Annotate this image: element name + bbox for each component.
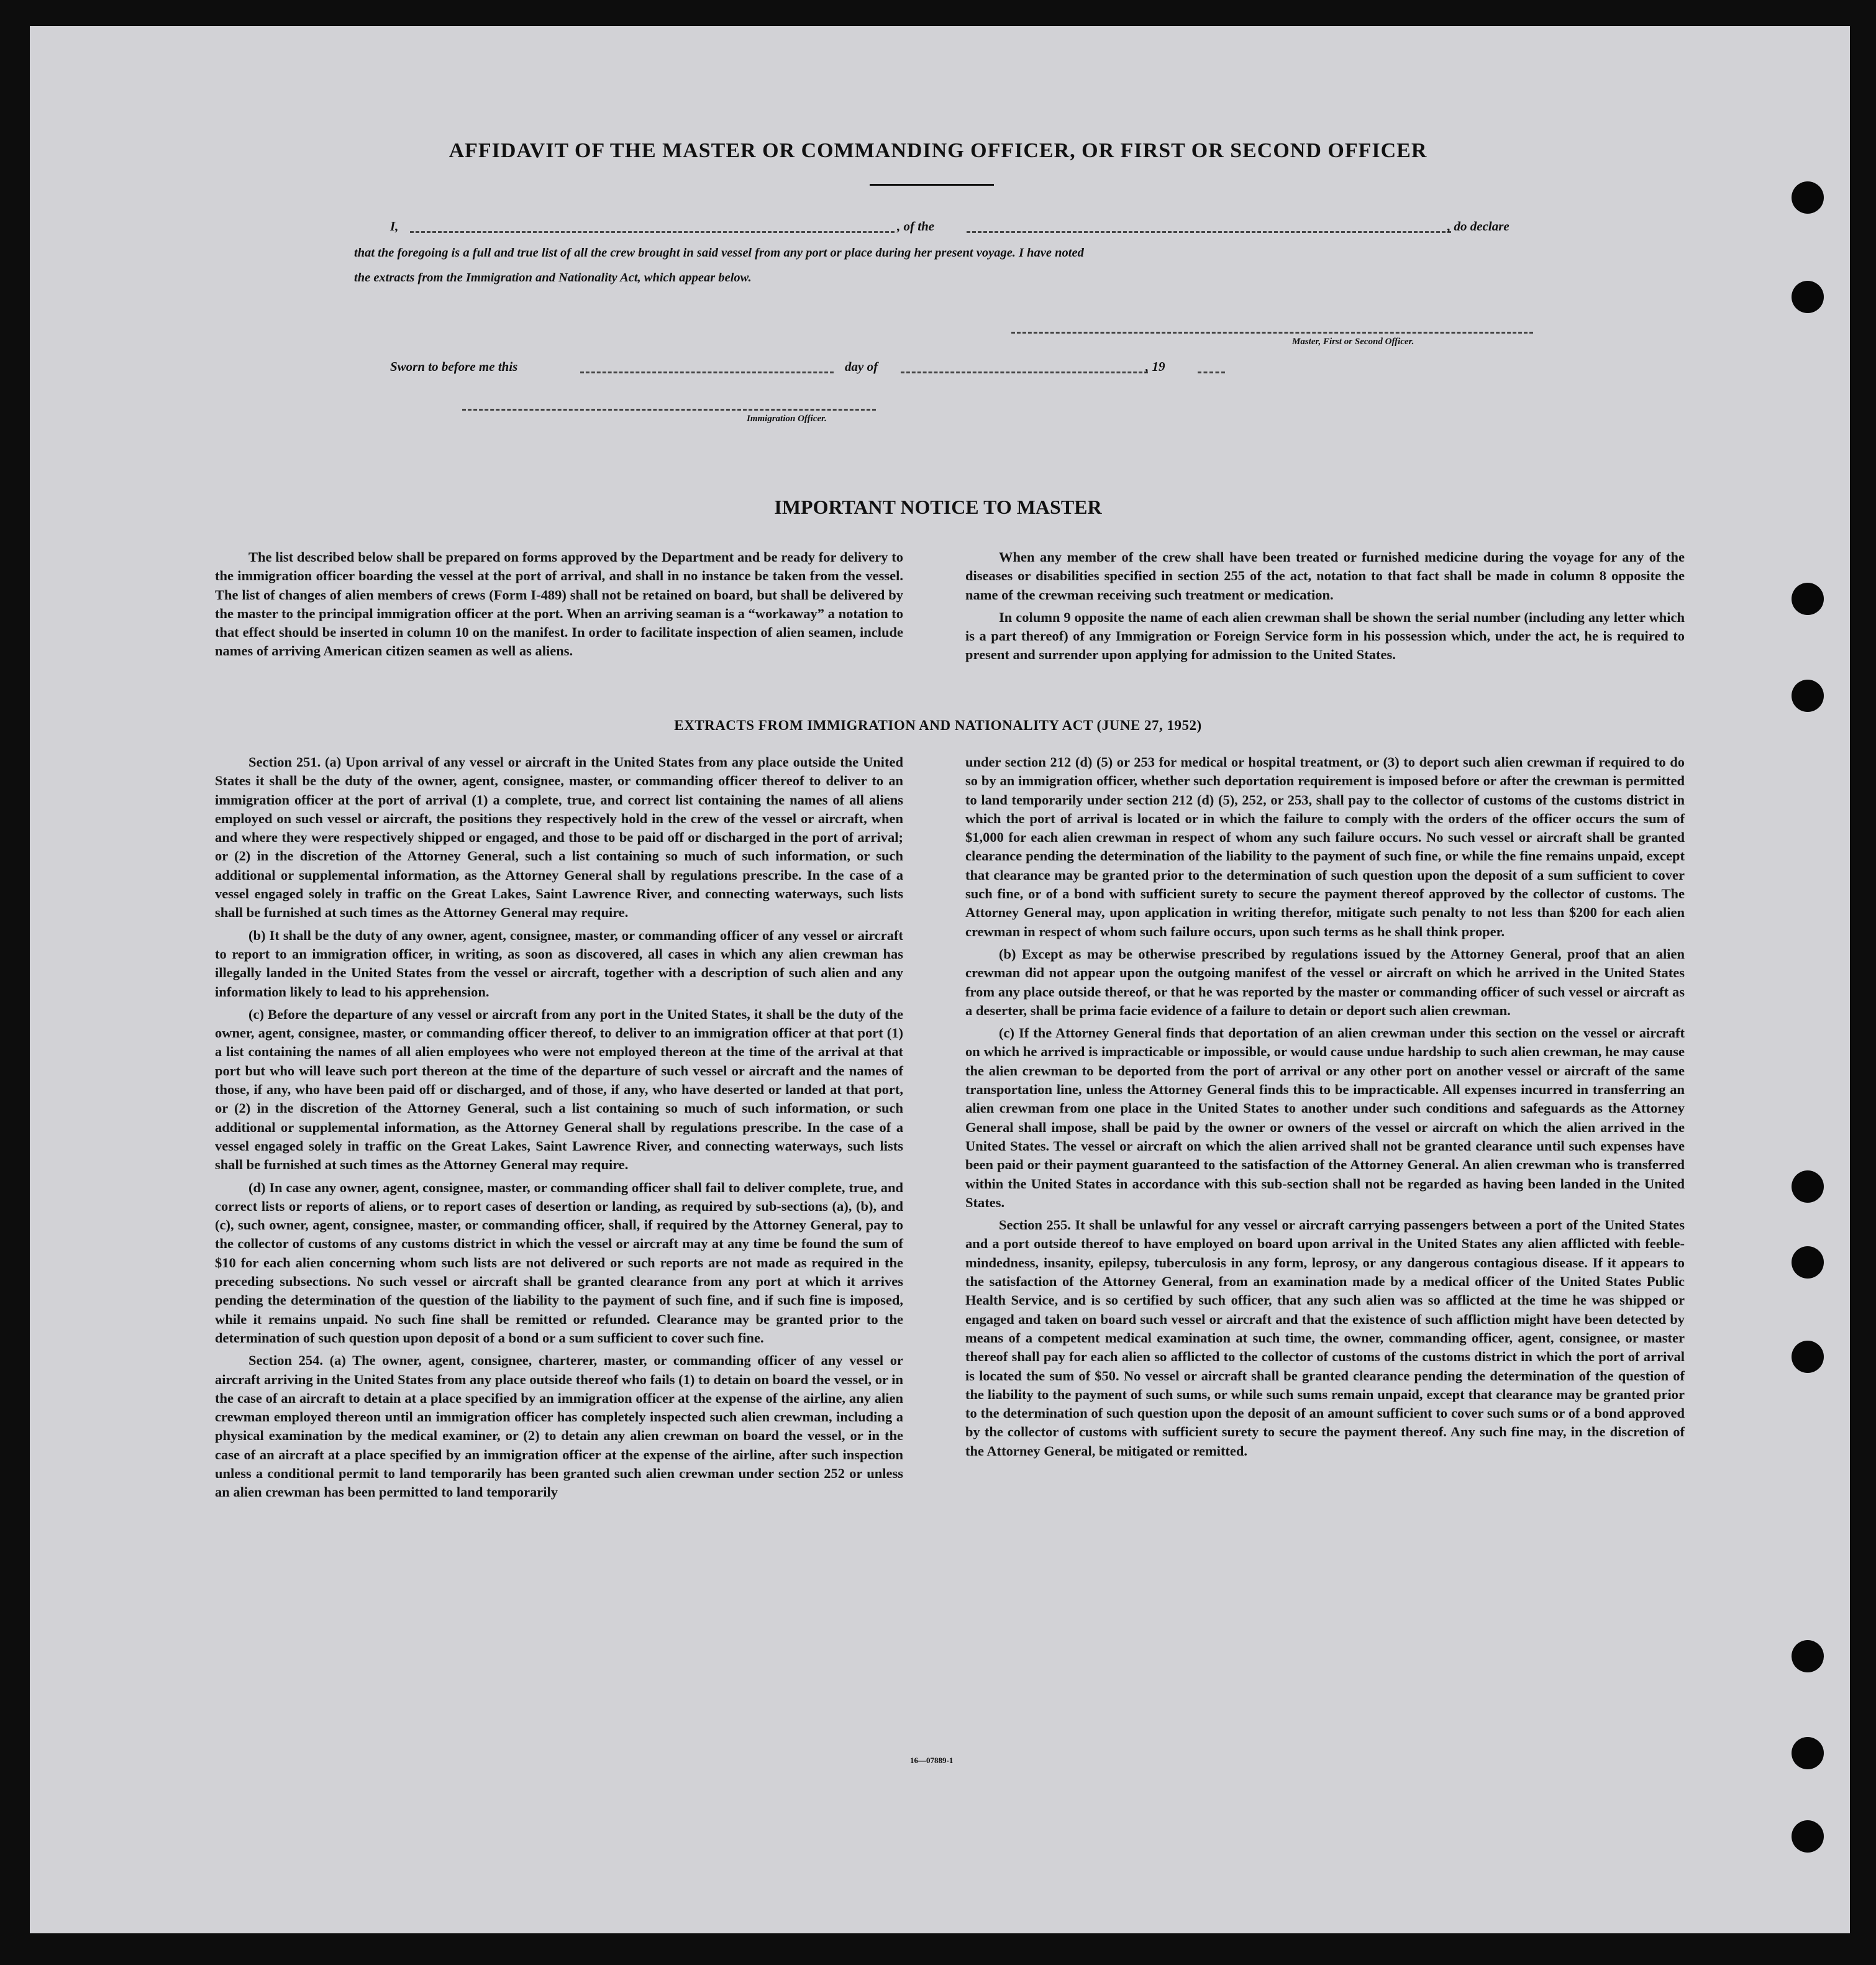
notice-paragraph: The list described below shall be prepared on forms approved by the Department and be ready for delivery to the immigration officer boarding the vessel at the port of arrival, and shall in no instance be taken from the vessel. The list of changes of alien members of crews (Form I-489) shall not be retained on board, but shall be delivered by the master to the principal immigration officer at the port. When an arriving seaman is a “workaway” a notation to that effect should be inserted in column 10 on the manifest. In order to facilitate inspection of alien seamen, include names of arriving American citizen seamen as well as aliens. xyxy=(215,549,903,659)
affidavit-statement: that the foregoing is a full and true list of all the crew brought in said vessel from any port or place during her present voyage. I have noted xyxy=(354,246,1084,260)
master-signature-field[interactable] xyxy=(1011,332,1533,334)
sworn-month-field[interactable] xyxy=(901,372,1148,373)
affidavit-title: AFFIDAVIT OF THE MASTER OR COMMANDING OFFICER, OR FIRST OR SECOND OFFICER xyxy=(449,139,1427,162)
title-divider xyxy=(870,184,994,186)
extract-paragraph: under section 212 (d) (5) or 253 for medical or hospital treatment, or (3) to deport such alien crewman if required to do so by an immigration officer, whether such deportation requirement is imposed before or after the crewman is permitted to land temporarily under section 212 (d) (5), 252, or 253, shall pay to the collector of customs of the customs district in which the port of arrival is located or in which the failure to comply with the orders of the officer occurs the sum of $1,000 for each alien crewman in respect of whom any such failure occurs. No such vessel or aircraft shall be granted clearance pending the determination of the liability to the payment of such fine, or while the fine remains unpaid, except that clearance may be granted prior to the determination of such question upon the deposit of a sum sufficient to cover such fine, or of a bond with sufficient surety to secure the payment thereof approved by the collector of customs. The Attorney General may, upon application in writing therefor, mitigate such penalty to not less than $200 for each alien crewman in respect of whom such failure occurs, upon such terms as he shall think proper. xyxy=(965,754,1685,939)
sworn-year-field[interactable] xyxy=(1198,372,1225,373)
officer-label: Immigration Officer. xyxy=(747,414,827,424)
punch-hole xyxy=(1792,1341,1824,1373)
extract-paragraph: (b) It shall be the duty of any owner, agent, consignee, master, or commanding officer of any vessel or aircraft to report to an immigration officer, in writing, as soon as discovered, all cases in which any alien crewman has illegally landed in the United States from the vessel or aircraft, together with a description of such alien and any information likely to lead to his apprehension. xyxy=(215,927,903,1000)
notice-left-column xyxy=(215,548,903,665)
notice-right-column xyxy=(965,548,1685,668)
punch-hole xyxy=(1792,181,1824,214)
extract-paragraph: (c) Before the departure of any vessel or aircraft from any port in the United States, it shall be the duty of the owner, agent, consignee, master, or commanding officer thereof, to deliver to an immigration officer at that port (1) a list containing the names of all alien employees who were not employed thereon at the time of the arrival at that port but who will leave such port thereon at the time of the departure of such vessel or aircraft and the names of those, if any, who have been paid off or discharged, and of those, if any, who have deserted or landed at that port, or (2) in the discretion of the Attorney General, such a list containing so much of such information, or such additional or supplemental information, as the Attorney General shall by regulations prescribe. In the case of a vessel engaged solely in traffic on the Great Lakes, Saint Lawrence River, and connecting waterways, such lists shall be furnished at such times as the Attorney General may require. xyxy=(215,1006,903,1173)
extract-paragraph: Section 254. (a) The owner, agent, consignee, charterer, master, or commanding officer of any vessel or aircraft arriving in the United States from any place outside thereof who fails (1) to detain on board the vessel, or in the case of an aircraft to detain at a place specified by an immigration officer at the expense of the airline, any alien crewman employed thereon until an immigration officer has completely inspected such alien crewman, including a physical examination by the medical examiner, or (2) to detain any alien crewman on board the vessel, or in the case of an aircraft at a place specified by an immigration officer at the expense of the airline, after such inspection unless a conditional permit to land temporarily has been granted such alien crewman under section 252 or unless an alien crewman has been permitted to land temporarily xyxy=(215,1352,903,1500)
extract-paragraph: Section 255. It shall be unlawful for any vessel or aircraft carrying passengers between a port of the United States and a port outside thereof to have employed on board upon arrival in the United States any alien afflicted with feeble-mindedness, insanity, epilepsy, tuberculosis in any form, leprosy, or any dangerous contagious disease. If it appears to the satisfaction of the Attorney General, from an examination made by a medical officer of the United States Public Health Service, and is so certified by such officer, that any such alien was so afflicted at the time he was shipped or engaged and taken on board such vessel or aircraft and that the existence of such affliction might have been detected by means of a competent medical examination at such time, the owner, commanding officer, agent, consignee, or master thereof shall pay for each alien so afflicted to the collector of customs of the customs district in which the port of arrival is located the sum of $50. No vessel or aircraft shall be granted clearance pending the determination of the question of the liability to the payment of such sums, or while such sums remain unpaid, except that clearance may be granted prior to the determination of such question upon the deposit of an amount sufficient to cover such sums or of a bond approved by the collector of customs with sufficient surety to secure the payment thereof. Any such fine may, in the discretion of the Attorney General, be mitigated or remitted. xyxy=(965,1217,1685,1459)
extract-paragraph: (d) In case any owner, agent, consignee, master, or commanding officer shall fail to deliver complete, true, and correct lists or reports of aliens, or to report cases of desertion or landing, as required by sub-sections (a), (b), and (c), such owner, agent, consignee, master, or commanding officer, shall, if required by the Attorney General, pay to the collector of customs of any customs district in which the vessel or aircraft may at any time be found the sum of $10 for each alien concerning whom such lists are not delivered or such reports are not made as required in the preceding subsections. No such vessel or aircraft shall be granted clearance from any port at which it arrives pending the determination of the question of the liability to the payment of such fine, and if such fine is imposed, while it remains unpaid. No such fine shall be remitted or refunded. Clearance may be granted prior to the determination of such question upon deposit of a bond or a sum sufficient to cover such fine. xyxy=(215,1179,903,1346)
affidavit-i: I, xyxy=(390,219,399,234)
affidavit-statement-cont: the extracts from the Immigration and Nationality Act, which appear below. xyxy=(354,271,752,285)
punch-hole xyxy=(1792,281,1824,313)
punch-hole xyxy=(1792,1170,1824,1203)
punch-hole xyxy=(1792,680,1824,712)
punch-hole xyxy=(1792,583,1824,615)
year-label: , 19 xyxy=(1145,359,1165,374)
affidavit-of-the: , of the xyxy=(897,219,935,234)
punch-hole xyxy=(1792,1737,1824,1769)
sworn-label: Sworn to before me this xyxy=(390,359,518,374)
extracts-title: EXTRACTS FROM IMMIGRATION AND NATIONALITY ACT (JUNE 27, 1952) xyxy=(674,718,1202,733)
punch-hole xyxy=(1792,1640,1824,1672)
notice-paragraph: In column 9 opposite the name of each alien crewman shall be shown the serial number (including any letter which is a part thereof) of any Immigration or Foreign Service form in his possession which, under the act, he is required to present and surrender upon applying for admission to the United States. xyxy=(965,609,1685,663)
extract-paragraph: (b) Except as may be otherwise prescribed by regulations issued by the Attorney General, proof that an alien crewman did not appear upon the outgoing manifest of the vessel or aircraft on which he arrived in the United States from any place outside thereof, or that he was reported by the master or commanding officer of such vessel or aircraft as a deserter, shall be prima facie evidence of a failure to detain or deport such alien crewman. xyxy=(965,946,1685,1018)
extract-paragraph: (c) If the Attorney General finds that deportation of an alien crewman under this section on the vessel or aircraft on which he arrived is impracticable or impossible, or would cause undue hardship to such alien crewman, he may cause the alien crewman to be deported from the port of arrival or any other port on another vessel or aircraft of the same transportation line, unless the Attorney General finds this to be impracticable. All expenses incurred in transferring an alien crewman from one place in the United States to another under such conditions and safeguards as the Attorney General shall impose, shall be paid by the owner or owners of the vessel or aircraft on which the alien arrived in the United States. The vessel or aircraft on which the alien arrived shall not be granted clearance until such expenses have been paid or their payment guaranteed to the satisfaction of the Attorney General. An alien crewman who is transferred within the United States in accordance with this sub-section shall not be regarded as having been landed in the United States. xyxy=(965,1025,1685,1210)
extracts-right-column xyxy=(965,753,1685,1464)
day-of-label: day of xyxy=(845,359,878,374)
extract-paragraph: Section 251. (a) Upon arrival of any vessel or aircraft in the United States from any place outside the United States it shall be the duty of the owner, agent, consignee, master, or commanding officer thereof to deliver to an immigration officer at the port of arrival (1) a complete, true, and correct list containing the names of all aliens employed on such vessel or aircraft, the positions they respectively hold in the crew of the vessel or aircraft, when and where they were respectively shipped or engaged, and those to be paid off or discharged in the port of arrival; or (2) in the discretion of the Attorney General, such a list containing so much of such information, or such additional or supplemental information, as the Attorney General shall by regulations prescribe. In the case of a vessel engaged solely in traffic on the Great Lakes, Saint Lawrence River, and connecting waterways, such lists shall be furnished at such times as the Attorney General may require. xyxy=(215,754,903,921)
form-code: 16—07889-1 xyxy=(910,1756,954,1765)
notice-title: IMPORTANT NOTICE TO MASTER xyxy=(774,496,1102,518)
affidavit-declare: , do declare xyxy=(1447,219,1509,234)
master-name-field[interactable] xyxy=(410,231,895,233)
extracts-left-column xyxy=(215,753,903,1506)
notice-paragraph: When any member of the crew shall have been treated or furnished medicine during the voyage for any of the diseases or disabilities specified in section 255 of the act, notation to that fact shall be made in column 8 opposite the name of the crewman receiving such treatment or medication. xyxy=(965,549,1685,603)
immigration-officer-signature[interactable] xyxy=(462,409,876,411)
master-label: Master, First or Second Officer. xyxy=(1292,337,1414,347)
vessel-name-field[interactable] xyxy=(967,231,1451,233)
sworn-day-field[interactable] xyxy=(580,372,834,373)
punch-hole xyxy=(1792,1246,1824,1279)
punch-hole xyxy=(1792,1820,1824,1853)
